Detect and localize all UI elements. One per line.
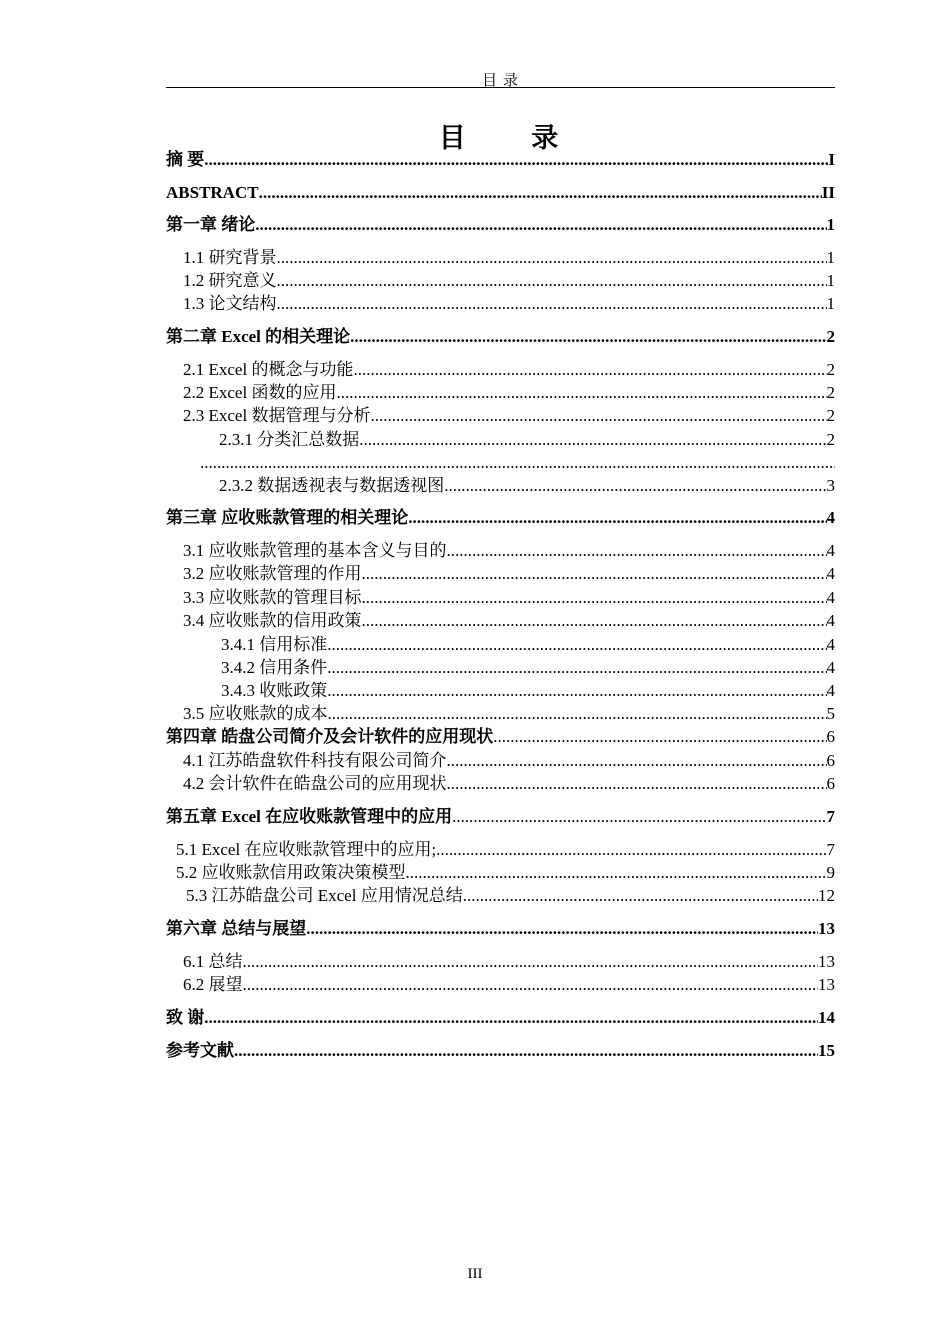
toc-leader-dots [362, 587, 827, 609]
toc-leader-dots [452, 806, 826, 828]
toc-entry-label: 3.1 应收账款管理的基本含义与目的 [183, 541, 447, 560]
toc-leader-dots [406, 862, 827, 884]
toc-entry-label: 1.2 研究意义 [183, 271, 277, 290]
toc-entry-label: ABSTRACT [166, 183, 259, 202]
toc-entry-chapter-3[interactable] [166, 507, 835, 529]
toc-entry-label: 第四章 皓盘公司简介及会计软件的应用现状 [166, 727, 494, 746]
toc-entry-2-3-2[interactable] [219, 475, 835, 497]
toc-leader-dots [408, 507, 826, 529]
toc-entry-label: 第六章 总结与展望 [166, 919, 307, 938]
toc-entry-label: 5.2 应收账款信用政策决策模型 [176, 863, 406, 882]
toc-entry-2-2[interactable] [183, 382, 835, 404]
toc-entry-label: 摘 要 [166, 150, 205, 169]
toc-entry-page: 6 [826, 727, 835, 746]
toc-leader-dots [204, 1007, 818, 1029]
toc-leader-dots [277, 270, 827, 292]
toc-entry-label: 2.1 Excel 的概念与功能 [183, 360, 354, 379]
toc-leader-dots [327, 680, 826, 702]
toc-leader-dots [277, 293, 827, 315]
toc-entry-acknowledgements[interactable] [166, 1007, 835, 1029]
toc-entry-page: 1 [826, 215, 835, 234]
toc-leader-dots [359, 429, 826, 451]
toc-entry-label: 3.4.2 信用条件 [221, 658, 328, 677]
toc-leader-dots [204, 149, 828, 171]
toc-entry-1-3[interactable] [183, 293, 835, 315]
toc-entry-page: 4 [826, 541, 835, 560]
toc-entry-page: 4 [826, 588, 835, 607]
toc-leader-dots [463, 885, 818, 907]
toc-entry-page: 6 [826, 774, 835, 793]
toc-leader-dots [447, 773, 827, 795]
toc-title-char-1: 目 [438, 123, 470, 153]
toc-leader-dots [277, 247, 827, 269]
toc-entry-5-2[interactable] [176, 862, 835, 884]
toc-entry-label: 第二章 Excel 的相关理论 [166, 327, 351, 346]
toc-leader-dots [493, 726, 826, 748]
toc-entry-label: 3.3 应收账款的管理目标 [183, 588, 362, 607]
toc-entry-label: 2.2 Excel 函数的应用 [183, 383, 337, 402]
toc-leader-dots [243, 951, 819, 973]
toc-leader-dots [328, 703, 827, 725]
toc-entry-label: 第五章 Excel 在应收账款管理中的应用 [166, 807, 453, 826]
toc-leader-dots [370, 405, 826, 427]
toc-entry-label: 第三章 应收账款管理的相关理论 [166, 508, 409, 527]
toc-entry-label: 3.4.3 收账政策 [221, 681, 328, 700]
toc-entry-page: 13 [818, 975, 835, 994]
toc-leader-dots [362, 563, 827, 585]
toc-entry-label: 5.3 江苏皓盘公司 Excel 应用情况总结 [186, 886, 463, 905]
toc-entry-page: 4 [826, 611, 835, 630]
toc-entry-chapter-5[interactable] [166, 806, 835, 828]
toc-entry-label: 3.4 应收账款的信用政策 [183, 611, 362, 630]
toc-entry-label: 2.3 Excel 数据管理与分析 [183, 406, 371, 425]
toc-entry-label: 1.3 论文结构 [183, 294, 277, 313]
toc-entry-label: 5.1 Excel 在应收账款管理中的应用; [176, 840, 437, 859]
toc-entry-page: 3 [826, 476, 835, 495]
toc-entry-page: 4 [826, 508, 835, 527]
toc-entry-label: 参考文献 [166, 1041, 234, 1060]
toc-entry-label: 致 谢 [166, 1008, 205, 1027]
toc-entry-3-4[interactable] [183, 610, 835, 632]
toc-leader-dots [444, 475, 826, 497]
toc-entry-page: 13 [818, 952, 835, 971]
toc-entry-5-1[interactable] [176, 839, 835, 861]
toc-entry-label: 3.4.1 信用标准 [221, 635, 328, 654]
toc-leader-dots [327, 634, 826, 656]
toc-entry-3-5[interactable] [183, 703, 835, 725]
toc-entry-page: 2 [826, 430, 835, 449]
toc-entry-page: 4 [826, 658, 835, 677]
toc-entry-page: 15 [818, 1041, 835, 1060]
toc-entry-page: 2 [826, 360, 835, 379]
toc-entry-4-1[interactable] [183, 750, 835, 772]
toc-entry-page: 1 [826, 248, 835, 267]
toc-entry-page: 13 [818, 919, 835, 938]
toc-entry-4-2[interactable] [183, 773, 835, 795]
running-header: 目 录 [482, 73, 519, 89]
toc-entry-page: 6 [826, 751, 835, 770]
toc-entry-label: 2.3.2 数据透视表与数据透视图 [219, 476, 445, 495]
toc-entry-6-1[interactable] [183, 951, 835, 973]
toc-entry-page: 2 [826, 383, 835, 402]
toc-leader-dots [350, 326, 826, 348]
toc-entry-page: 14 [818, 1008, 835, 1027]
toc-leader-dots [336, 382, 826, 404]
toc-entry-page: 2 [826, 327, 835, 346]
toc-leader-dots [436, 839, 826, 861]
toc-entry-chapter-6[interactable] [166, 918, 835, 940]
toc-entry-page: I [828, 150, 835, 169]
toc-leader-dots [255, 214, 826, 236]
toc-entry-chapter-1[interactable] [166, 214, 835, 236]
toc-entry-2-3[interactable] [183, 405, 835, 427]
toc-entry-label: 6.2 展望 [183, 975, 243, 994]
toc-entry-1-2[interactable] [183, 270, 835, 292]
toc-title-char-2: 录 [531, 123, 563, 153]
toc-entry-label: 4.1 江苏皓盘软件科技有限公司简介 [183, 751, 447, 770]
toc-entry-page: 4 [826, 564, 835, 583]
toc-entry-page: 7 [826, 840, 835, 859]
toc-leader-dots [234, 1040, 818, 1062]
toc-entry-label: 第一章 绪论 [166, 215, 256, 234]
toc-entry-3-4-3[interactable] [221, 680, 835, 702]
toc-entry-3-4-1[interactable] [221, 634, 835, 656]
toc-entry-3-1[interactable] [183, 540, 835, 562]
toc-entry-page: 1 [826, 294, 835, 313]
toc-entry-label: 2.3.1 分类汇总数据 [219, 430, 360, 449]
toc-entry-2-3-1[interactable] [219, 429, 835, 451]
toc-entry-abstract-cn[interactable] [166, 149, 835, 171]
toc-entry-label: 1.1 研究背景 [183, 248, 277, 267]
header-rule [166, 87, 835, 88]
toc-leader-dots [353, 359, 826, 381]
toc-entry-2-1[interactable] [183, 359, 835, 381]
toc-entry-label: 3.5 应收账款的成本 [183, 704, 328, 723]
stray-leader-dots [200, 453, 835, 473]
toc-entry-abstract-en[interactable] [166, 182, 835, 204]
toc-entry-page: 4 [826, 635, 835, 654]
toc-entry-3-2[interactable] [183, 563, 835, 585]
toc-entry-5-3[interactable] [186, 885, 835, 907]
toc-leader-dots [327, 657, 826, 679]
toc-entry-references[interactable] [166, 1040, 835, 1062]
toc-entry-page: 5 [826, 704, 835, 723]
toc-entry-1-1[interactable] [183, 247, 835, 269]
toc-leader-dots [447, 750, 827, 772]
toc-leader-dots [243, 974, 819, 996]
page-number: III [467, 1266, 483, 1282]
toc-leader-dots [259, 182, 822, 204]
toc-leader-dots [306, 918, 818, 940]
toc-entry-page: 2 [826, 406, 835, 425]
toc-entry-label: 3.2 应收账款管理的作用 [183, 564, 362, 583]
toc-entry-chapter-4[interactable] [166, 726, 835, 748]
toc-entry-3-3[interactable] [183, 587, 835, 609]
toc-entry-page: 1 [826, 271, 835, 290]
toc-leader-dots [447, 540, 827, 562]
toc-entry-page: 4 [826, 681, 835, 700]
toc-entry-3-4-2[interactable] [221, 657, 835, 679]
toc-entry-label: 4.2 会计软件在皓盘公司的应用现状 [183, 774, 447, 793]
toc-entry-page: II [821, 183, 835, 202]
toc-leader-dots [362, 610, 827, 632]
toc-entry-6-2[interactable] [183, 974, 835, 996]
toc-entry-chapter-2[interactable] [166, 326, 835, 348]
toc-entry-page: 12 [818, 886, 835, 905]
toc-entry-page: 7 [826, 807, 835, 826]
toc-entry-page: 9 [826, 863, 835, 882]
toc-entry-label: 6.1 总结 [183, 952, 243, 971]
